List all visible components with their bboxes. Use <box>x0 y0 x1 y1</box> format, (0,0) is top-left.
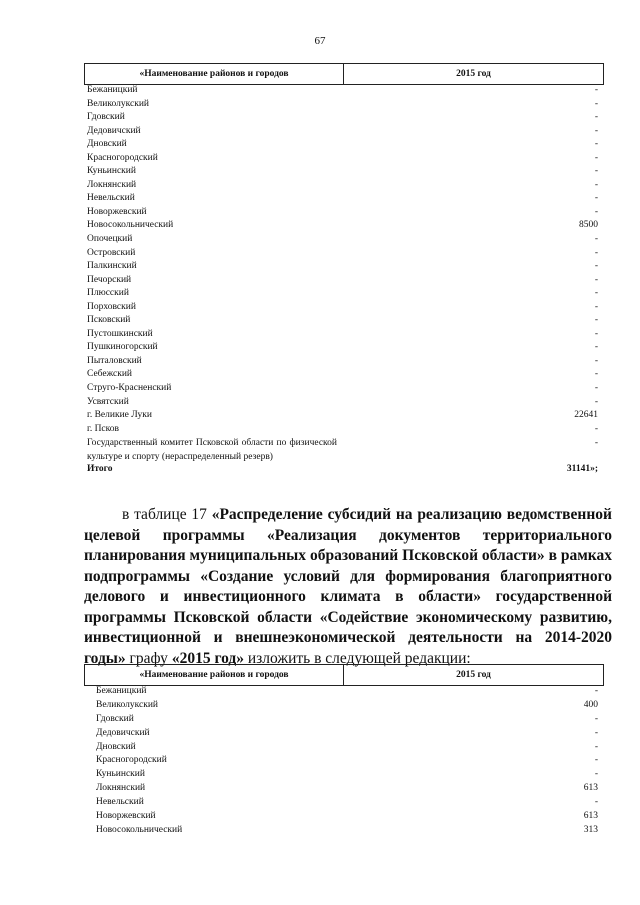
table-row <box>84 139 604 153</box>
page-number: 67 <box>314 35 326 47</box>
table-row <box>84 825 604 839</box>
row-name: Струго-Красненский <box>87 383 172 394</box>
row-name: Локнянский <box>96 783 146 794</box>
table-row <box>84 180 604 194</box>
row-value: - <box>594 686 598 696</box>
row-name: Островский <box>87 247 136 258</box>
row-value: 613 <box>583 783 598 794</box>
table-row <box>84 193 604 207</box>
row-value: - <box>594 206 598 217</box>
row-value: - <box>594 193 598 204</box>
table-row <box>84 166 604 180</box>
row-name: Гдовский <box>96 713 134 724</box>
subsidy-table-1 <box>84 63 604 478</box>
table-row <box>84 811 604 825</box>
table-row <box>84 797 604 811</box>
row-name: г. Псков <box>87 423 120 434</box>
table-row <box>84 220 604 234</box>
subsidy-table-2 <box>84 664 604 839</box>
table-row <box>84 126 604 140</box>
row-value: - <box>594 139 598 150</box>
row-value: - <box>594 125 598 136</box>
row-value: 8500 <box>579 220 598 231</box>
table-row <box>84 112 604 126</box>
row-value: - <box>594 315 598 326</box>
paragraph-mid: графу <box>125 649 172 667</box>
table-row <box>84 153 604 167</box>
table-row <box>84 329 604 343</box>
table-row <box>84 356 604 370</box>
row-value: - <box>594 98 598 109</box>
table-row <box>84 99 604 113</box>
row-value: - <box>594 328 598 339</box>
row-name: Печорский <box>87 274 132 285</box>
row-value: - <box>594 152 598 163</box>
row-value: - <box>594 179 598 190</box>
row-name: Локнянский <box>87 179 137 190</box>
row-value: - <box>594 438 598 449</box>
table-row <box>84 207 604 221</box>
row-value: - <box>594 369 598 380</box>
table-row-committee <box>84 437 604 464</box>
table-row <box>84 755 604 769</box>
table-row <box>84 686 604 700</box>
paragraph-lead: в таблице 17 <box>122 506 212 523</box>
row-name: Итого <box>87 464 113 475</box>
row-value: - <box>594 383 598 394</box>
row-name: Новосокольнический <box>87 220 174 231</box>
row-value: - <box>594 342 598 353</box>
row-value: - <box>594 396 598 407</box>
table-row <box>84 248 604 262</box>
row-name: Усвятский <box>87 396 129 407</box>
paragraph-column-name: «2015 год» <box>171 649 244 667</box>
table-row <box>84 315 604 329</box>
column-header-year: 2015 год <box>456 670 491 680</box>
row-name: Псковский <box>87 315 131 326</box>
amendment-paragraph <box>84 505 612 669</box>
table-row <box>84 397 604 411</box>
row-name: Бежаницкий <box>87 85 138 95</box>
row-name: Дновский <box>87 139 127 150</box>
table-row <box>84 424 604 438</box>
row-value: - <box>594 741 598 752</box>
table-row <box>84 342 604 356</box>
row-name: Новоржевский <box>87 206 147 217</box>
row-name: Красногородский <box>96 755 167 766</box>
column-header-name: «Наименование районов и городов <box>85 64 344 84</box>
table-row <box>84 410 604 424</box>
row-value: - <box>594 261 598 272</box>
row-name: Новосокольнический <box>96 824 183 835</box>
table-row <box>84 234 604 248</box>
row-name: Дедовичский <box>87 125 141 136</box>
row-name: Куньинский <box>96 769 145 780</box>
row-name: Невельский <box>87 193 135 204</box>
table-row <box>84 288 604 302</box>
table-row <box>84 369 604 383</box>
row-name: Порховский <box>87 301 136 312</box>
table-row <box>84 383 604 397</box>
row-value: 31141»; <box>566 464 598 475</box>
paragraph-title: «Распределение субсидий на реализацию ведомственной целевой программы «Реализация документов территориального планирования муниципальных образований Псковской области» в рамках подпрограммы «Создание условий для формирования благоприятного делового и инвестиционного климата в области» государственной программы Псковской области «Содействие экономическому развитию, инвестиционной и внешнеэкономической деятельности на 2014-2020 годы» <box>84 506 612 667</box>
table-body <box>84 686 604 839</box>
row-name: Дновский <box>96 741 136 752</box>
row-value: - <box>594 112 598 123</box>
row-name: Гдовский <box>87 112 125 123</box>
row-value: - <box>594 727 598 738</box>
table-row <box>84 275 604 289</box>
paragraph-tail: изложить в следующей редакции: <box>243 649 471 667</box>
row-name: Великолукский <box>87 98 150 109</box>
table-row <box>84 700 604 714</box>
row-value: - <box>594 247 598 258</box>
row-value: - <box>594 423 598 434</box>
row-value: - <box>594 797 598 808</box>
column-header-name: «Наименование районов и городов <box>85 665 344 685</box>
row-name: Бежаницкий <box>96 686 147 696</box>
row-name: Куньинский <box>87 166 136 177</box>
row-name: Себежский <box>87 369 132 380</box>
row-name: Государственный комитет Псковской области по физической культуре и спорту (нераспределенный резерв) <box>87 438 337 462</box>
row-name: Пыталовский <box>87 355 142 366</box>
table-row <box>84 85 604 99</box>
row-value: - <box>594 234 598 245</box>
table-row <box>84 769 604 783</box>
row-value: 400 <box>583 699 598 710</box>
row-value: - <box>594 755 598 766</box>
row-name: Дедовичский <box>96 727 150 738</box>
row-value: - <box>594 166 598 177</box>
row-value: - <box>594 713 598 724</box>
row-value: - <box>594 288 598 299</box>
row-name: Красногородский <box>87 152 158 163</box>
row-name: Новоржевский <box>96 811 156 822</box>
row-value: 313 <box>583 824 598 835</box>
row-value: - <box>594 301 598 312</box>
row-name: Пустошкинский <box>87 328 153 339</box>
column-header-year: 2015 год <box>456 69 491 79</box>
table-header <box>84 63 604 85</box>
table-row <box>84 714 604 728</box>
table-row <box>84 742 604 756</box>
row-value: - <box>594 85 598 95</box>
table-row-total <box>84 464 604 478</box>
table-row <box>84 261 604 275</box>
row-name: Великолукский <box>96 699 159 710</box>
table-row <box>84 783 604 797</box>
table-row <box>84 302 604 316</box>
row-name: Плюсский <box>87 288 129 299</box>
row-value: - <box>594 274 598 285</box>
row-name: Пушкиногорский <box>87 342 158 353</box>
table-body <box>84 85 604 437</box>
row-value: 22641 <box>574 410 598 421</box>
row-name: г. Великие Луки <box>87 410 152 421</box>
row-name: Невельский <box>96 797 144 808</box>
row-value: - <box>594 769 598 780</box>
row-name: Опочецкий <box>87 234 133 245</box>
table-row <box>84 728 604 742</box>
row-name: Палкинский <box>87 261 137 272</box>
row-value: 613 <box>583 811 598 822</box>
row-value: - <box>594 355 598 366</box>
table-header <box>84 664 604 686</box>
